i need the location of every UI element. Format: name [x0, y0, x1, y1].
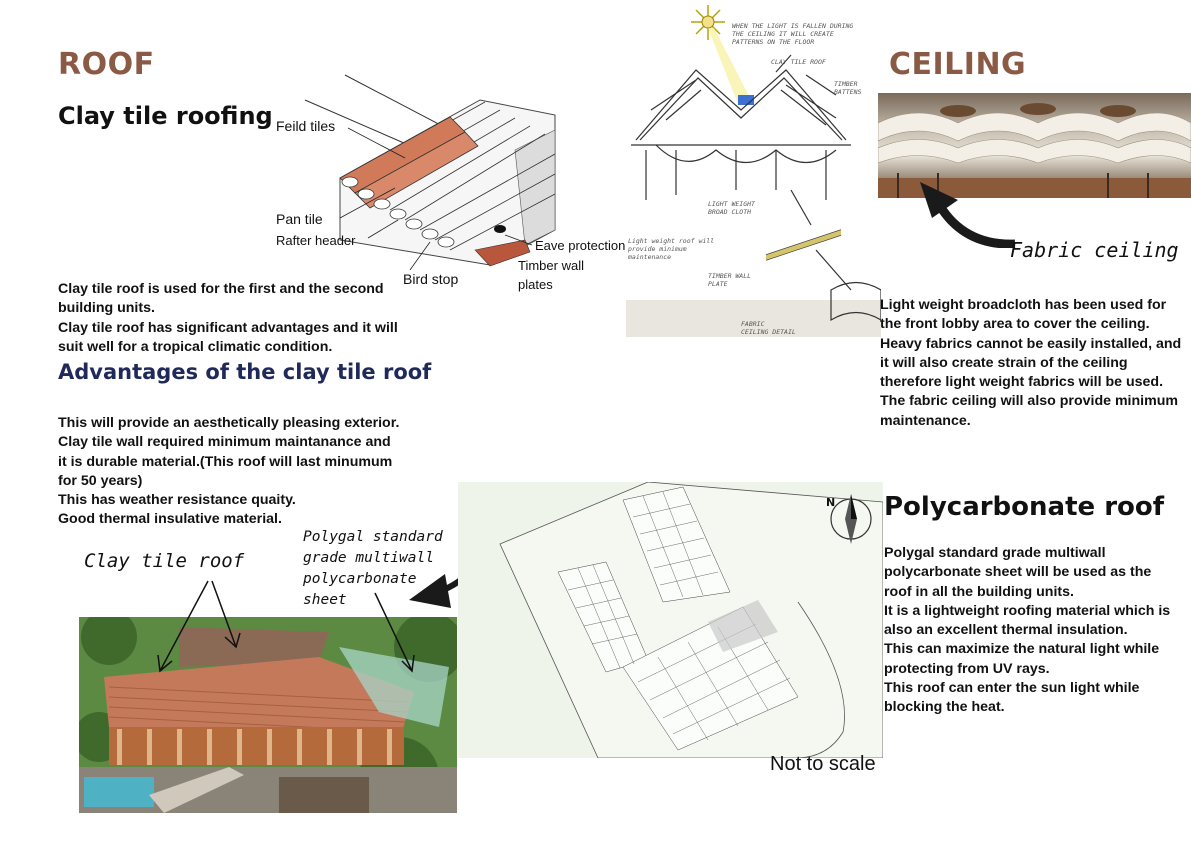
poly-line: Polygal standard grade multiwall: [884, 545, 1106, 561]
note-timber-1: TIMBER: [834, 80, 858, 88]
note-lw-2: provide minimum: [628, 245, 687, 253]
poly-line: It is a lightweight roofing material which is: [884, 602, 1171, 619]
ceiling-heading: CEILING: [889, 47, 1027, 82]
fabric-arrow-icon: [910, 178, 1020, 248]
note-wall-1: TIMBER WALL: [708, 272, 752, 280]
ceiling-line: Heavy fabrics cannot be easily installed, and: [880, 335, 1182, 352]
polycarbonate-title: Polycarbonate roof: [884, 492, 1165, 522]
not-to-scale-note: Not to scale: [770, 753, 876, 775]
note-sun-3: PATTERNS ON THE FLOOR: [732, 38, 815, 46]
label-pan-tile: Pan tile: [276, 211, 323, 227]
advantage-line: This has weather resistance quaity.: [58, 492, 296, 509]
poly-line: polycarbonate sheet will be used as the: [884, 564, 1152, 581]
clay-intro-line: suit well for a tropical climatic condition.: [58, 338, 333, 355]
clay-tile-title: Clay tile roofing: [58, 102, 273, 130]
label-bird-stop: Bird stop: [403, 271, 459, 287]
ceiling-line: it will also create strain of the ceiling: [880, 354, 1128, 371]
poly-line: protecting from UV rays.: [884, 660, 1050, 677]
advantage-line: This will provide an aesthetically pleasing exterior.: [58, 415, 400, 431]
note-sun-2: THE CEILING IT WILL CREATE: [732, 30, 834, 38]
north-arrow-icon: [822, 490, 880, 548]
label-feild-tiles: Feild tiles: [276, 118, 336, 134]
advantage-line: it is durable material.(This roof will last minumum: [58, 453, 393, 470]
ceiling-line: therefore light weight fabrics will be used.: [880, 374, 1164, 391]
poly-line: also an excellent thermal insulation.: [884, 622, 1128, 639]
clay-intro-line: Clay tile roof has significant advantages and it will: [58, 319, 398, 336]
note-fabric-2: CEILING DETAIL: [741, 328, 796, 336]
poly-line: blocking the heat.: [884, 699, 1005, 716]
note-lw-3: maintenance: [628, 253, 672, 261]
render-arrows-icon: [150, 575, 430, 675]
polygal-label-line: grade multiwall: [303, 550, 434, 566]
ceiling-line: the front lobby area to cover the ceiling.: [880, 316, 1150, 333]
label-rafter-header: Rafter header: [276, 233, 356, 248]
ceiling-line: Light weight broadcloth has been used for: [880, 297, 1167, 313]
ceiling-sketch: [626, 0, 881, 337]
note-broad-1: LIGHT WEIGHT: [708, 200, 755, 208]
note-fabric-1: FABRIC: [741, 320, 765, 328]
polygal-label-line: polycarbonate: [303, 571, 417, 587]
clay-roof-label: Clay tile roof: [84, 550, 245, 572]
advantage-line: for 50 years): [58, 472, 143, 489]
roof-plan-drawing: [458, 482, 883, 758]
poly-line: This roof can enter the sun light while: [884, 680, 1140, 697]
ceiling-line: The fabric ceiling will also provide minimum: [880, 393, 1178, 410]
label-plates: plates: [518, 277, 553, 292]
clay-intro-line: building units.: [58, 300, 155, 317]
note-clay-roof: CLAY TILE ROOF: [771, 58, 826, 66]
advantage-line: Good thermal insulative material.: [58, 511, 282, 528]
note-wall-2: PLATE: [708, 280, 728, 288]
polygal-label-line: sheet: [303, 592, 347, 608]
poly-line: roof in all the building units.: [884, 583, 1074, 600]
note-broad-2: BROAD CLOTH: [708, 208, 752, 216]
ceiling-line: maintenance.: [880, 412, 971, 429]
advantages-title: Advantages of the clay tile roof: [58, 360, 432, 384]
poly-line: This can maximize the natural light while: [884, 641, 1160, 658]
fabric-ceiling-label: Fabric ceiling: [1010, 238, 1179, 262]
advantages-text: [58, 414, 399, 530]
polygal-label-line: Polygal standard: [303, 529, 443, 545]
note-sun-1: WHEN THE LIGHT IS FALLEN DURING: [732, 22, 854, 30]
roof-heading: ROOF: [58, 47, 155, 82]
note-lw-1: Light weight roof will: [628, 237, 715, 245]
polycarbonate-text: [884, 544, 1170, 718]
clay-intro-text: [58, 280, 398, 357]
ceiling-text: [880, 296, 1181, 431]
svg-text:N: N: [826, 496, 836, 509]
note-timber-2: BATTENS: [834, 88, 862, 96]
clay-intro-line: Clay tile roof is used for the first and the second: [58, 281, 384, 297]
advantage-line: Clay tile wall required minimum maintanance and: [58, 434, 391, 451]
label-eave-protection: Eave protection: [535, 238, 626, 253]
label-timber-wall: Timber wall: [518, 258, 584, 273]
